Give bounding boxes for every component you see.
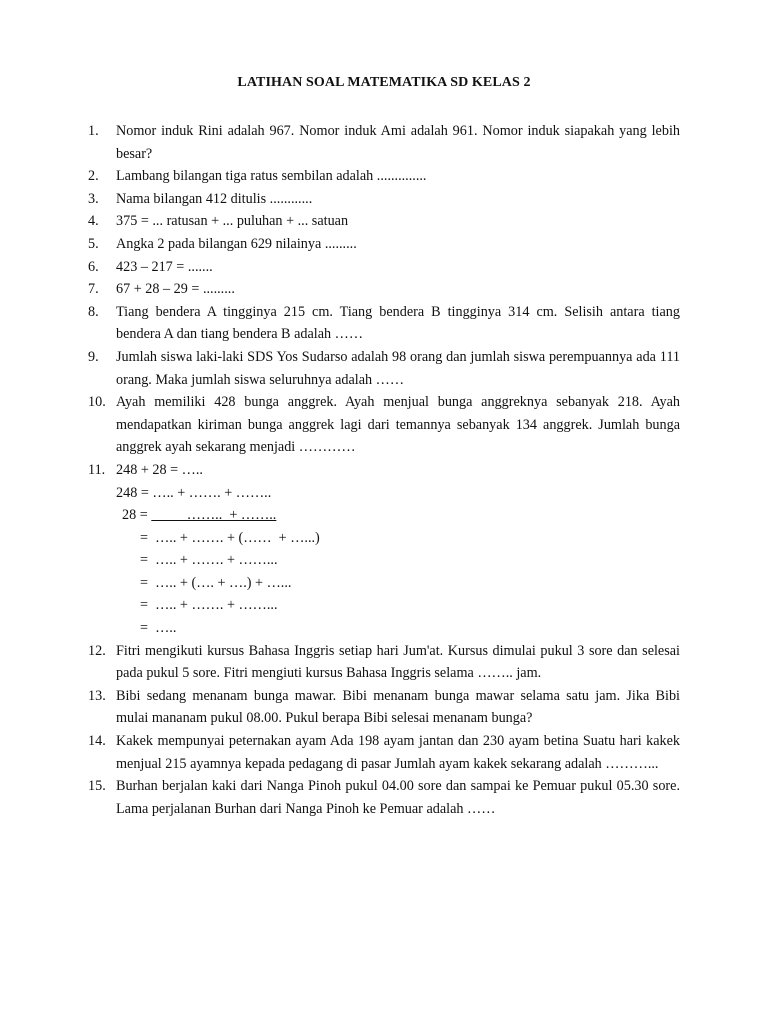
worksheet-line: = ….. + ……. + ……...: [140, 552, 278, 569]
question-number: 11.: [88, 461, 106, 478]
worksheet-line: = ….. + ……. + ……...: [140, 597, 278, 614]
question-item: [88, 233, 680, 256]
question-text: Kakek mempunyai peternakan ayam Ada 198 ayam jantan dan 230 ayam betina Suatu hari kakek menjual 215 ayamnya kepada pedagang di pasar Jumlah ayam kakek sekarang adalah ………...: [116, 733, 680, 772]
question-number: 8.: [88, 303, 99, 320]
question-number: 14.: [88, 733, 106, 750]
question-item: [88, 640, 680, 685]
worksheet-line: = ….. + (…. + ….) + …...: [140, 574, 292, 591]
question-text: Angka 2 pada bilangan 629 nilainya .........: [116, 235, 357, 252]
question-item: [88, 685, 680, 730]
question-number: 2.: [88, 168, 99, 185]
question-number: 7.: [88, 281, 99, 298]
question-number: 6.: [88, 258, 99, 275]
question-text: Fitri mengikuti kursus Bahasa Inggris setiap hari Jum'at. Kursus dimulai pukul 3 sore dan selesai pada pukul 5 sore. Fitri mengiuti kursus Bahasa Inggris selama …….. jam.: [116, 642, 680, 682]
question-item: [88, 775, 680, 820]
question-text: Bibi sedang menanam bunga mawar. Bibi menanam bunga mawar selama satu jam. Jika Bibi mulai mananam pukul 08.00. Pukul berapa Bibi selesai menanam bunga?: [116, 687, 680, 727]
question-text: Tiang bendera A tingginya 215 cm. Tiang bendera B tingginya 314 cm. Selisih antara tiang bendera A dan tiang bendera B adalah ……: [116, 303, 680, 343]
question-text: 67 + 28 – 29 = .........: [116, 281, 235, 298]
question-text: Burhan berjalan kaki dari Nanga Pinoh pukul 04.00 sore dan sampai ke Pemuar pukul 05.30 sore. Lama perjalanan Burhan dari Nanga Pinoh ke Pemuar adalah ……: [116, 778, 680, 817]
question-item: [88, 165, 680, 188]
question-item: [88, 256, 680, 279]
question-item: [88, 391, 680, 459]
question-text: Nomor induk Rini adalah 967. Nomor induk Ami adalah 961. Nomor induk siapakah yang lebih besar?: [116, 123, 680, 162]
worksheet-line-prefix: 28 =: [122, 507, 152, 524]
worksheet-underlined-part: …….. + ……..: [151, 507, 277, 524]
worksheet-line: [116, 504, 680, 527]
question-number: 9.: [88, 348, 99, 365]
question-number: 13.: [88, 687, 106, 704]
question-number: 12.: [88, 642, 106, 659]
question-number: 1.: [88, 123, 99, 139]
page-title: LATIHAN SOAL MATEMATIKA SD KELAS 2: [237, 75, 531, 90]
question-item: [88, 188, 680, 211]
question-text: 248 + 28 = …..: [116, 461, 203, 478]
question-list: [88, 120, 680, 820]
question-item: [88, 730, 680, 775]
question-number: 15.: [88, 778, 106, 795]
question-number: 3.: [88, 190, 99, 207]
worksheet-line: 248 = ….. + ……. + ……..: [116, 484, 272, 501]
addition-worksheet: [116, 482, 680, 640]
worksheet-line: = ….. + ……. + (…… + …...): [140, 529, 320, 546]
question-number: 5.: [88, 235, 99, 252]
question-item: [88, 278, 680, 301]
question-item: [88, 301, 680, 346]
question-text: Nama bilangan 412 ditulis ............: [116, 190, 313, 207]
question-item: [88, 120, 680, 165]
question-item: [88, 210, 680, 233]
question-item: [88, 346, 680, 391]
question-number: 10.: [88, 394, 106, 411]
question-text: 375 = ... ratusan + ... puluhan + ... satuan: [116, 213, 349, 230]
worksheet-line: = …..: [140, 620, 177, 637]
question-item: [88, 459, 680, 640]
question-text: Jumlah siswa laki-laki SDS Yos Sudarso adalah 98 orang dan jumlah siswa perempuannya ada 111 orang. Maka jumlah siswa seluruhnya adalah ……: [116, 348, 680, 388]
question-text: Lambang bilangan tiga ratus sembilan adalah ..............: [116, 168, 427, 185]
question-number: 4.: [88, 213, 99, 230]
question-text: 423 – 217 = .......: [116, 258, 213, 275]
question-text: Ayah memiliki 428 bunga anggrek. Ayah menjual bunga anggreknya sebanyak 218. Ayah mendapatkan kiriman bunga anggrek lagi dari temannya sebanyak 134 anggrek. Jumlah bunga anggrek ayah sekarang menjadi …………: [116, 394, 680, 456]
